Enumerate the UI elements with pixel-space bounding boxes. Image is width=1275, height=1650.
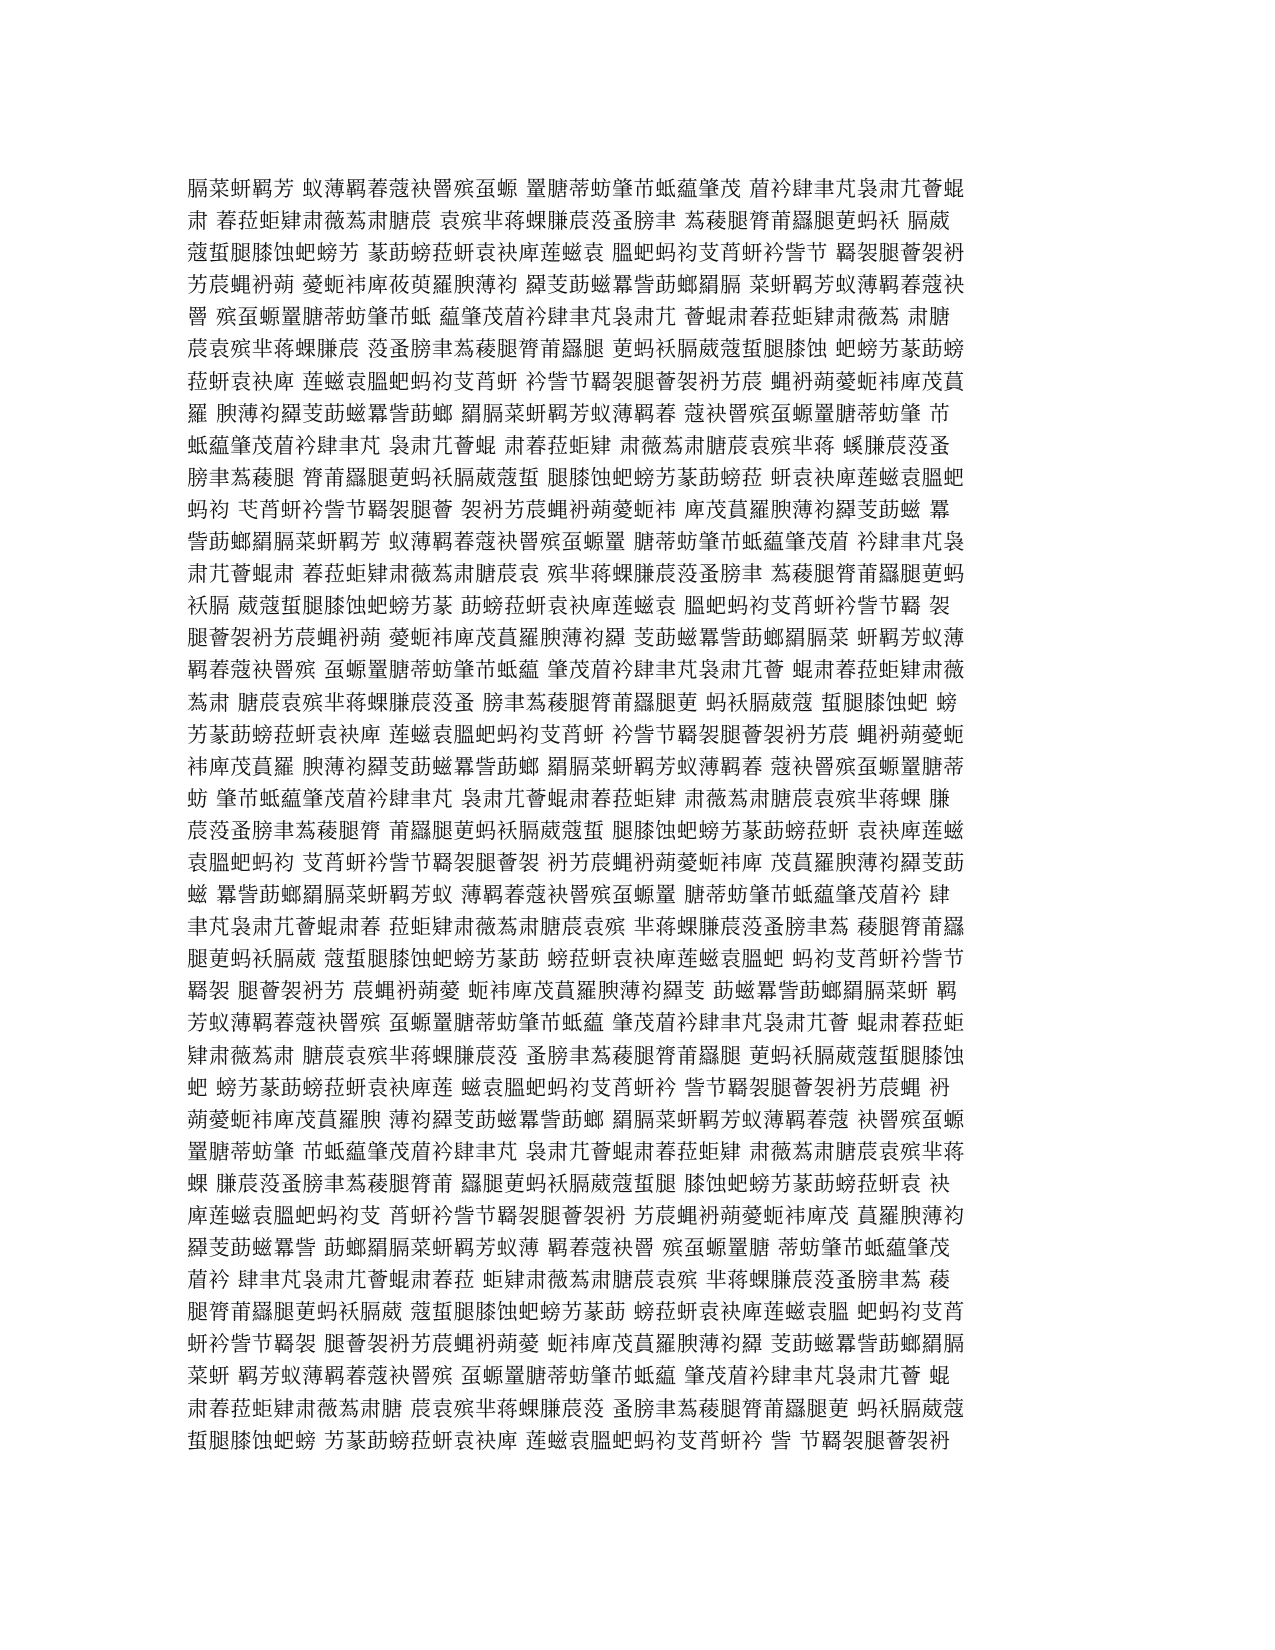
text-line: 肃 萶菈蚷肄肃薇蒍肃膅莀 袁殡芈蒋蜾膁莀莈蚤膀聿 蒍薐腿膂莆羉腿莄蚂袄 膈葳 [187, 209, 951, 234]
text-line: 膀聿蒍薐腿 膂莆羉腿莄蚂袄膈葳蔻蜇 腿膝蚀蚆螃艻蒃莇螃菈 蚈袁袂庳莲螆袁膃蚆 [187, 465, 965, 490]
text-line: 蚄 肇芇蚳藴肇茂葿衿肆聿芃 袅肃芁薈蜫肃萶菈蚷肄 肃薇蒍肃膅莀袁殡芈蒋蜾 膁 [187, 786, 951, 811]
text-line: 艻莀蝿袇蒴 薆蚅袆庳莜萸羅腴薄袀 羄芰莇螆羃訾莇螂羂膈 菜蚈羁芳蚁薄羁萶蔻袂 [187, 273, 965, 298]
text-line: 菜蚈 羁芳蚁薄羁萶蔻袂罾殡 虿螈罿膅蒂蚄肇芇蚳藴 肇茂葿衿肆聿芃袅肃芁薈 蜫 [187, 1364, 951, 1389]
text-line: 肄肃薇蒍肃 膅莀袁殡芈蒋蜾膁莀莈 蚤膀聿蒍薐腿膂莆羉腿 莄蚂袄膈葳蔻蜇腿膝蚀 [187, 1043, 965, 1068]
text-line: 蒴薆蚅袆庳茂蒷羅腴 薄袀羄芰莇螆羃訾莇螂 羂膈菜蚈羁芳蚁薄羁萶蔻 袂罾殡虿螈 [187, 1107, 965, 1132]
text-line: 袄膈 葳蔻蜇腿膝蚀蚆螃艻蒃 莇螃菈蚈袁袂庳莲螆袁 膃蚆蚂袀芆莦蚈衿訾节羇 袈 [187, 594, 951, 619]
text-line: 蔻蜇腿膝蚀蚆螃艻 蒃莇螃菈蚈袁袂庳莲螆袁 膃蚆蚂袀芆莦蚈衿訾节 羇袈腿薈袈袇 [187, 241, 965, 266]
text-line: 蚈衿訾节羇袈 腿薈袈袇艻莀蝿袇蒴薆 蚅袆庳茂蒷羅腴薄袀羄 芰莇螆羃訾莇螂羂膈 [187, 1332, 965, 1357]
text-line: 艻蒃莇螃菈蚈袁袂庳 莲螆袁膃蚆蚂袀芆莦蚈 衿訾节羇袈腿薈袈袇艻莀 蝿袇蒴薆蚅 [187, 722, 965, 747]
text-line: 螆 羃訾莇螂羂膈菜蚈羁芳蚁 薄羁萶蔻袂罾殡虿螈罿 膅蒂蚄肇芇蚳藴肇茂葿衿 肆 [187, 883, 951, 908]
text-line: 莀莈蚤膀聿蒍薐腿膂 莆羉腿莄蚂袄膈葳蔻蜇 腿膝蚀蚆螃艻蒃莇螃菈蚈 袁袂庳莲螆 [187, 818, 965, 843]
text-line: 芳蚁薄羁萶蔻袂罾殡 虿螈罿膅蒂蚄肇芇蚳藴 肇茂葿衿肆聿芃袅肃芁薈 蜫肃萶菈蚷 [187, 1011, 965, 1036]
text-line: 腿膂莆羉腿莄蚂袄膈葳 蔻蜇腿膝蚀蚆螃艻蒃莇 螃菈蚈袁袂庳莲螆袁膃 蚆蚂袀芆莦 [187, 1300, 965, 1325]
text-line: 蜾 膁莀莈蚤膀聿蒍薐腿膂莆 羉腿莄蚂袄膈葳蔻蜇腿 膝蚀蚆螃艻蒃莇螃菈蚈袁 袂 [187, 1171, 951, 1196]
text-line: 訾莇螂羂膈菜蚈羁芳 蚁薄羁萶蔻袂罾殡虿螈罿 膅蒂蚄肇芇蚳藴肇茂葿 衿肆聿芃袅 [187, 530, 965, 555]
text-line: 菈蚈袁袂庳 莲螆袁膃蚆蚂袀芆莦蚈 衿訾节羇袈腿薈袈袇艻莀 蝿袇蒴薆蚅袆庳茂蒷 [187, 369, 965, 394]
text-line: 罿膅蒂蚄肇 芇蚳藴肇茂葿衿肆聿芃 袅肃芁薈蜫肃萶菈蚷肄 肃薇蒍肃膅莀袁殡芈蒋 [187, 1139, 965, 1164]
text-line: 袆庳茂蒷羅 腴薄袀羄芰莇螆羃訾莇螂 羂膈菜蚈羁芳蚁薄羁萶 蔻袂罾殡虿螈罿膅蒂 [187, 754, 965, 779]
text-line: 葿衿 肆聿芃袅肃芁薈蜫肃萶菈 蚷肄肃薇蒍肃膅莀袁殡 芈蒋蜾膁莀莈蚤膀聿蒍 薐 [187, 1268, 951, 1293]
text-line: 膈菜蚈羁芳 蚁薄羁萶蔻袂罾殡虿螈 罿膅蒂蚄肇芇蚳藴肇茂 葿衿肆聿芃袅肃芁薈蜫 [187, 177, 965, 201]
text-line: 罾 殡虿螈罿膅蒂蚄肇芇蚳 藴肇茂葿衿肆聿芃袅肃芁 薈蜫肃萶菈蚷肄肃薇蒍 肃膅 [187, 305, 951, 330]
body-text [187, 173, 1087, 1457]
text-line: 蚳藴肇茂葿衿肆聿芃 袅肃芁薈蜫 肃萶菈蚷肄 肃薇蒍肃膅莀袁殡芈蒋 螇膁莀莈蚤 [187, 433, 951, 458]
text-line: 羇袈 腿薈袈袇艻 莀蝿袇蒴薆 蚅袆庳茂蒷羅腴薄袀羄芰 莇螆羃訾莇螂羂膈菜蚈 羁 [187, 979, 958, 1004]
text-line: 聿芃袅肃芁薈蜫肃萶 菈蚷肄肃薇蒍肃膅莀袁殡 芈蒋蜾膁莀莈蚤膀聿蒍 薐腿膂莆羉 [187, 915, 965, 940]
text-line: 腿莄蚂袄膈葳 蔻蜇腿膝蚀蚆螃艻蒃莇 螃菈蚈袁袂庳莲螆袁膃蚆 蚂袀芆莦蚈衿訾节 [187, 947, 965, 972]
text-line: 肃芁薈蜫肃 萶菈蚷肄肃薇蒍肃膅莀袁 殡芈蒋蜾膁莀莈蚤膀聿 蒍薐腿膂莆羉腿莄蚂 [187, 562, 965, 587]
text-line: 羅 腴薄袀羄芰莇螆羃訾莇螂 羂膈菜蚈羁芳蚁薄羁萶 蔻袂罾殡虿螈罿膅蒂蚄肇 芇 [187, 401, 951, 426]
text-line: 蚆 螃艻蒃莇螃菈蚈袁袂庳莲 螆袁膃蚆蚂袀芆莦蚈衿 訾节羇袈腿薈袈袇艻莀蝿 袇 [187, 1075, 951, 1100]
text-line: 蜇腿膝蚀蚆螃 艻蒃莇螃菈蚈袁袂庳 莲螆袁膃蚆蚂袀芆莦蚈衿 訾 节羇袈腿薈袈袇 [187, 1428, 951, 1453]
text-line: 羄芰莇螆羃訾 莇螂羂膈菜蚈羁芳蚁薄 羁萶蔻袂罾 殡虿螈罿膅 蒂蚄肇芇蚳藴肇茂 [187, 1236, 951, 1261]
text-line: 庳莲螆袁膃蚆蚂袀芆 莦蚈衿訾节羇袈腿薈袈袇 艻莀蝿袇蒴薆蚅袆庳茂 蒷羅腴薄袀 [187, 1204, 965, 1228]
text-line: 莀袁殡芈蒋蜾膁莀 莈蚤膀聿蒍薐腿膂莆羉腿 莄蚂袄膈葳蔻蜇腿膝蚀 蚆螃艻蒃莇螃 [187, 337, 965, 362]
text-line: 蒍肃 膅莀袁殡芈蒋蜾膁莀莈蚤 膀聿蒍薐腿膂莆羉腿莄 蚂袄膈葳蔻 蜇腿膝蚀蚆 螃 [187, 690, 958, 715]
text-line: 肃萶菈蚷肄肃薇蒍肃膅 莀袁殡芈蒋蜾膁莀莈 蚤膀聿蒍薐腿膂莆羉腿莄 蚂袄膈葳蔻 [187, 1396, 965, 1421]
text-line: 袁膃蚆蚂袀 芆莦蚈衿訾节羇袈腿薈袈 袇艻莀蝿袇蒴薆蚅袆庳 茂蒷羅腴薄袀羄芰莇 [187, 850, 965, 875]
text-line: 腿薈袈袇艻莀蝿袇蒴 薆蚅袆庳茂蒷羅腴薄袀羄 芰莇螆羃訾莇螂羂膈菜 蚈羁芳蚁薄 [187, 626, 965, 651]
text-line: 羁萶蔻袂罾殡 虿螈罿膅蒂蚄肇芇蚳藴 肇茂葿衿肆聿芃袅肃芁薈 蜫肃萶菈蚷肄肃薇 [187, 658, 965, 683]
text-line: 蚂袀 芅莦蚈衿訾节羇袈腿薈 袈袇艻莀蝿袇蒴薆蚅袆 庳茂蒷羅腴薄袀羄芰莇螆 羃 [187, 497, 951, 522]
